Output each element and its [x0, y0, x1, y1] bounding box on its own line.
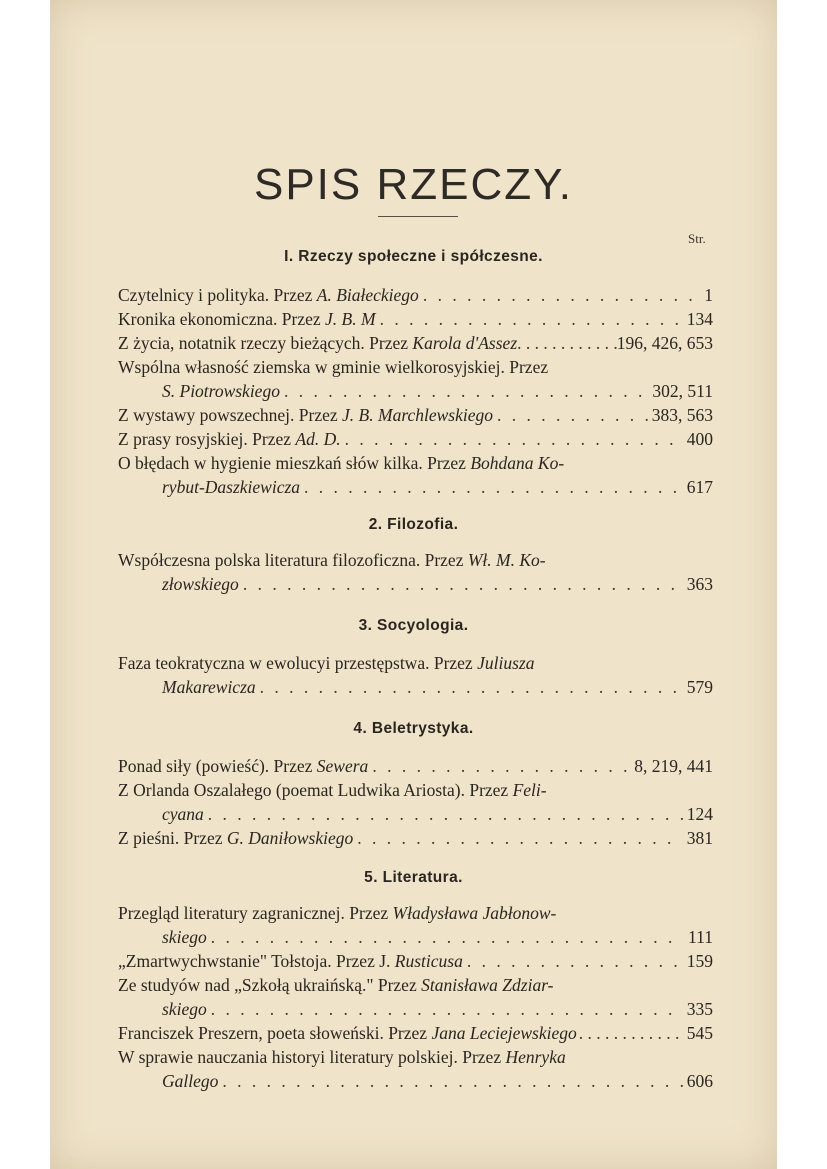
page-number: 159	[686, 951, 713, 971]
page-number: 302, 511	[652, 381, 713, 401]
toc-entry-continuation: Makarewicza . . . 579	[162, 675, 713, 699]
toc-entry: Przegląd literatury zagranicznej. Przez Władysława Jabłonow-	[118, 903, 557, 923]
toc-entry: Ze studyów nad „Szkołą ukraińską." Przez Stanisława Zdziar-	[118, 975, 554, 995]
toc-entry: Z pieśni. Przez G. Daniłowskiego . . . 381	[118, 826, 713, 850]
section-heading-5: 5. Literatura.	[364, 869, 463, 886]
page-number: 196, 426, 653	[616, 333, 713, 353]
page-number: 335	[686, 999, 713, 1019]
toc-entry: Czytelnicy i polityka. Przez A. Białeckiego . . . 1	[118, 283, 713, 307]
section-heading-3: 3. Socyologia.	[358, 617, 469, 634]
toc-entry-continuation: S. Piotrowskiego . . . 302, 511	[162, 379, 713, 403]
toc-entry-continuation: złowskiego . . . 363	[162, 572, 713, 596]
toc-entry: O błędach w hygienie mieszkań słów kilka. Przez Bohdana Ko-	[118, 453, 565, 473]
section-heading-1: I. Rzeczy społeczne i spółczesne.	[284, 248, 543, 265]
section-heading-2: 2. Filozofia.	[368, 516, 459, 533]
toc-entry: Franciszek Preszern, poeta słoweński. Przez Jana Leciejewskiego . . . 545	[118, 1021, 713, 1045]
toc-entry: „Zmartwychwstanie" Tołstoja. Przez J. Rusticusa . . . 159	[118, 949, 713, 973]
page-number: 545	[686, 1023, 713, 1043]
toc-entry: W sprawie nauczania historyi literatury polskiej. Przez Henryka	[118, 1047, 566, 1067]
toc-entry: Z życia, notatnik rzeczy bieżących. Przez Karola d'Assez . . . 196, 426, 653	[118, 331, 713, 355]
title-divider	[378, 216, 458, 217]
toc-entry-continuation: Gallego . . . 606	[162, 1069, 713, 1093]
section-heading-4: 4. Beletrystyka.	[353, 720, 474, 737]
toc-entry: Współczesna polska literatura filozoficzna. Przez Wł. M. Ko-	[118, 550, 546, 570]
page-number: 381	[686, 828, 713, 848]
page-number: 8, 219, 441	[634, 756, 713, 776]
toc-entry: Wspólna własność ziemska w gminie wielkorosyjskiej. Przez	[118, 357, 549, 377]
page-column-label: Str.	[688, 231, 706, 246]
toc-entry-continuation: cyana . . . 124	[162, 802, 713, 826]
toc-entry-continuation: skiego . . . 111	[162, 925, 713, 949]
page-number: 383, 563	[651, 405, 713, 425]
toc-entry: Z Orlanda Oszalałego (poemat Ludwika Ariosta). Przez Feli-	[118, 780, 547, 800]
toc-entry-continuation: rybut-Daszkiewicza . . . 617	[162, 475, 713, 499]
page-number: 579	[686, 677, 713, 697]
page-number: 617	[686, 477, 713, 497]
page-number: 363	[686, 574, 713, 594]
toc-entry: Z prasy rosyjskiej. Przez Ad. D. . . . 400	[118, 427, 713, 451]
page-number: 1	[704, 285, 713, 305]
toc-entry: Faza teokratyczna w ewolucyi przestępstwa. Przez Juliusza	[118, 653, 535, 673]
toc-entry: Ponad siły (powieść). Przez Sewera . . . 8, 219, 441	[118, 754, 713, 778]
page-title: SPIS RZECZY.	[253, 160, 574, 209]
page-number: 606	[686, 1071, 713, 1091]
toc-entry: Z wystawy powszechnej. Przez J. B. Marchlewskiego . . . 383, 563	[118, 403, 713, 427]
page-number: 134	[686, 309, 713, 329]
toc-entry: Kronika ekonomiczna. Przez J. B. M . . . 134	[118, 307, 713, 331]
page-number: 111	[688, 927, 713, 947]
page-number: 400	[686, 429, 713, 449]
page-number: 124	[686, 804, 713, 824]
toc-entry-continuation: skiego . . . 335	[162, 997, 713, 1021]
